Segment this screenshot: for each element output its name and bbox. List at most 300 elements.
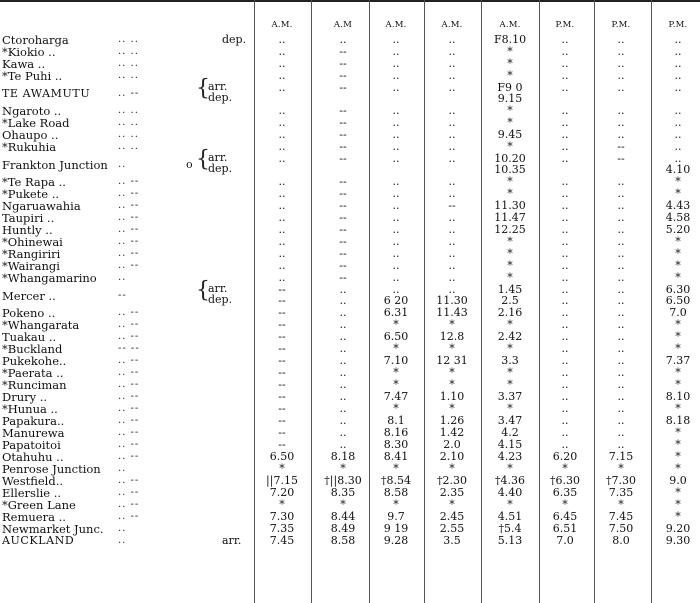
- timetable-row: [0, 176, 700, 188]
- time-cell: 6.50: [269, 450, 295, 463]
- time-cell: ..: [278, 128, 286, 141]
- leader-dots: --: [118, 290, 127, 301]
- time-cell: ..: [448, 283, 456, 296]
- column-rule: [311, 0, 312, 603]
- time-cell: 2.16: [497, 306, 523, 319]
- time-cell: ..: [561, 390, 569, 403]
- row-note: arr.: [222, 534, 242, 547]
- time-cell: *: [393, 318, 399, 331]
- timetable-row: [0, 427, 700, 439]
- time-cell: ..: [674, 128, 682, 141]
- time-cell: 6.31: [383, 306, 409, 319]
- time-cell: *: [675, 426, 681, 439]
- timetable-row: [0, 272, 700, 284]
- time-cell: *: [675, 486, 681, 499]
- timetable-row: [0, 141, 700, 153]
- time-cell: ..: [392, 57, 400, 70]
- col-header-6: P.M.: [555, 20, 575, 30]
- station-name: Ngaruawahia: [2, 199, 81, 213]
- time-cell: ..: [674, 45, 682, 58]
- time-cell: --: [339, 128, 347, 141]
- time-cell: *: [675, 498, 681, 511]
- time-cell: *: [618, 498, 624, 511]
- leader-dots: .. --: [118, 355, 140, 366]
- time-cell: 11.47: [494, 211, 526, 224]
- station-name: Penrose Junction: [2, 462, 101, 476]
- time-cell: ..: [392, 104, 400, 117]
- timetable-row: [0, 331, 700, 343]
- time-cell: --: [339, 140, 347, 153]
- time-cell: 4.10: [665, 163, 691, 176]
- time-cell: ..: [448, 235, 456, 248]
- time-cell: 7.30: [269, 510, 295, 523]
- time-cell: ..: [561, 366, 569, 379]
- leader-dots: .. --: [118, 499, 140, 510]
- col-header-5: A.M.: [499, 20, 521, 30]
- time-cell: --: [339, 45, 347, 58]
- time-cell: ..: [339, 318, 347, 331]
- time-cell: ..: [339, 402, 347, 415]
- time-cell: ..: [674, 69, 682, 82]
- leader-dots: ..: [118, 272, 127, 283]
- leader-dots: .. --: [118, 307, 140, 318]
- time-cell: *: [507, 498, 513, 511]
- col-header-4: A.M.: [441, 20, 463, 30]
- time-cell: ..: [617, 438, 625, 451]
- station-name: Otahuhu ..: [2, 450, 64, 464]
- time-cell: *: [507, 175, 513, 188]
- timetable-row: [0, 58, 700, 70]
- leader-dots: .. --: [118, 260, 140, 271]
- station-name: *Whangarata: [2, 318, 80, 332]
- time-cell: ..: [278, 152, 286, 165]
- time-cell: †8.54: [381, 474, 411, 487]
- time-cell: *: [449, 366, 455, 379]
- leader-dots: .. --: [118, 511, 140, 522]
- leader-dots: .. --: [118, 487, 140, 498]
- time-cell: *: [449, 462, 455, 475]
- time-cell: ..: [561, 199, 569, 212]
- station-name: Kawa ..: [2, 57, 46, 71]
- station-name: Ohaupo ..: [2, 128, 59, 142]
- leader-dots: ..: [118, 535, 127, 546]
- station-name: Drury ..: [2, 390, 48, 404]
- time-cell: *: [449, 498, 455, 511]
- time-cell: --: [339, 211, 347, 224]
- time-cell: --: [278, 318, 286, 331]
- leader-dots: .. --: [118, 200, 140, 211]
- time-cell: *: [675, 271, 681, 284]
- time-cell: 2.10: [439, 450, 465, 463]
- time-cell: 4.15: [497, 438, 523, 451]
- time-cell: ..: [448, 57, 456, 70]
- leader-dots: .. --: [118, 403, 140, 414]
- leader-dots: ..: [118, 523, 127, 534]
- time-cell: 11.30: [494, 199, 526, 212]
- time-cell: 11.43: [436, 306, 468, 319]
- time-cell: F8.10: [493, 33, 527, 46]
- time-cell: 2.45: [439, 510, 465, 523]
- leader-dots: .. --: [118, 367, 140, 378]
- time-cell: --: [339, 152, 347, 165]
- time-cell: 12 31: [436, 354, 468, 367]
- time-cell: 9 19: [383, 522, 409, 535]
- leader-dots: .. --: [118, 188, 140, 199]
- station-name: Newmarket Junc.: [2, 522, 104, 536]
- time-cell: ..: [617, 104, 625, 117]
- time-cell: --: [278, 354, 286, 367]
- time-cell: ..: [674, 57, 682, 70]
- time-cell: 4.2: [501, 426, 519, 439]
- time-cell: --: [339, 104, 347, 117]
- station-name: *Pukete ..: [2, 187, 60, 201]
- station-name: *Green Lane: [2, 498, 76, 512]
- station-name: *Rangiriri: [2, 247, 61, 261]
- time-cell: ..: [617, 306, 625, 319]
- time-cell: ..: [392, 140, 400, 153]
- time-cell: ..: [617, 354, 625, 367]
- time-cell: ..: [561, 152, 569, 165]
- time-cell: 3.37: [497, 390, 523, 403]
- time-cell: 6.20: [552, 450, 578, 463]
- time-cell: 7.37: [665, 354, 691, 367]
- time-cell: *: [393, 462, 399, 475]
- time-cell: *: [675, 247, 681, 260]
- time-cell: --: [339, 175, 347, 188]
- time-cell: †5.4: [498, 522, 522, 535]
- station-name: Pokeno ..: [2, 306, 56, 320]
- time-cell: *: [675, 187, 681, 200]
- time-cell: 9.45: [497, 128, 523, 141]
- time-cell: ..: [617, 211, 625, 224]
- timetable-row: [0, 307, 700, 319]
- time-cell: 9.0: [669, 474, 687, 487]
- time-cell: --: [278, 283, 286, 296]
- leader-dots: .. --: [118, 331, 140, 342]
- time-cell: *: [507, 57, 513, 70]
- timetable-row: [0, 451, 700, 463]
- time-cell: ..: [278, 187, 286, 200]
- time-cell: ..: [392, 247, 400, 260]
- time-cell: 9.20: [665, 522, 691, 535]
- time-cell: ..: [617, 45, 625, 58]
- time-cell: *: [507, 462, 513, 475]
- time-cell: *: [675, 438, 681, 451]
- time-cell: 10.20: [494, 152, 526, 165]
- time-cell: 6 20: [383, 294, 409, 307]
- time-cell: ..: [674, 140, 682, 153]
- time-cell: --: [278, 294, 286, 307]
- time-cell: ..: [617, 69, 625, 82]
- time-cell: ..: [448, 69, 456, 82]
- time-cell: *: [340, 462, 346, 475]
- time-cell: --: [617, 152, 625, 165]
- time-cell: *: [675, 235, 681, 248]
- time-cell: ..: [392, 116, 400, 129]
- leader-dots: .. --: [118, 248, 140, 259]
- timetable-row: [0, 260, 700, 272]
- time-cell: 6.45: [552, 510, 578, 523]
- time-cell: ..: [278, 45, 286, 58]
- arr-label: arr.: [208, 80, 228, 93]
- time-cell: ..: [339, 426, 347, 439]
- time-cell: ..: [339, 33, 347, 46]
- timetable-row: [0, 487, 700, 499]
- time-cell: *: [393, 342, 399, 355]
- time-cell: ..: [278, 271, 286, 284]
- time-cell: *: [507, 378, 513, 391]
- time-cell: *: [675, 366, 681, 379]
- time-cell: ..: [448, 259, 456, 272]
- time-cell: --: [278, 306, 286, 319]
- time-cell: ..: [617, 223, 625, 236]
- station-name: Manurewa: [2, 426, 65, 440]
- time-cell: ..: [561, 330, 569, 343]
- leader-dots: .. --: [118, 475, 140, 486]
- time-cell: ..: [448, 128, 456, 141]
- time-cell: ..: [448, 175, 456, 188]
- time-cell: ..: [448, 187, 456, 200]
- time-cell: *: [393, 366, 399, 379]
- time-cell: ..: [392, 152, 400, 165]
- time-cell: ..: [278, 235, 286, 248]
- time-cell: *: [279, 462, 285, 475]
- time-cell: 12.25: [494, 223, 526, 236]
- timetable-row: [0, 129, 700, 141]
- station-name: *Hunua ..: [2, 402, 58, 416]
- time-cell: ..: [617, 247, 625, 260]
- time-cell: --: [339, 187, 347, 200]
- time-cell: ..: [561, 247, 569, 260]
- time-cell: ..: [617, 271, 625, 284]
- time-cell: 9.28: [383, 534, 409, 547]
- time-cell: *: [618, 462, 624, 475]
- time-cell: *: [507, 235, 513, 248]
- time-cell: ..: [617, 199, 625, 212]
- time-cell: ..: [278, 104, 286, 117]
- time-cell: ..: [278, 199, 286, 212]
- time-cell: ..: [448, 104, 456, 117]
- timetable-row: [0, 236, 700, 248]
- time-cell: 1.26: [439, 414, 465, 427]
- time-cell: ..: [561, 116, 569, 129]
- time-cell: 2.55: [439, 522, 465, 535]
- time-cell: 4.51: [497, 510, 523, 523]
- col-header-1: A.M.: [271, 20, 293, 30]
- time-cell: --: [339, 199, 347, 212]
- row-note: o: [186, 158, 193, 171]
- time-cell: *: [507, 104, 513, 117]
- time-cell: 7.45: [269, 534, 295, 547]
- time-cell: 7.0: [556, 534, 574, 547]
- time-cell: ..: [561, 33, 569, 46]
- time-cell: --: [278, 330, 286, 343]
- leader-dots: .. --: [118, 439, 140, 450]
- time-cell: ..: [617, 187, 625, 200]
- time-cell: 12.8: [439, 330, 465, 343]
- time-cell: 4.43: [665, 199, 691, 212]
- leader-dots: .. ..: [118, 141, 139, 152]
- timetable-row: [0, 224, 700, 236]
- time-cell: ..: [561, 402, 569, 415]
- time-cell: ..: [448, 45, 456, 58]
- time-cell: ..: [561, 235, 569, 248]
- time-cell: ..: [617, 175, 625, 188]
- col-header-8: P.M.: [668, 20, 688, 30]
- time-cell: ..: [278, 69, 286, 82]
- timetable-row: [0, 403, 700, 415]
- time-cell: ..: [561, 211, 569, 224]
- brace-glyph: {: [196, 147, 210, 172]
- brace-glyph: {: [196, 76, 210, 101]
- time-cell: *: [507, 45, 513, 58]
- timetable-row: [0, 117, 700, 129]
- time-cell: ..: [561, 318, 569, 331]
- time-cell: 8.0: [612, 534, 630, 547]
- timetable-row: [0, 367, 700, 379]
- time-cell: ..: [339, 354, 347, 367]
- time-cell: *: [507, 342, 513, 355]
- time-cell: --: [339, 223, 347, 236]
- time-cell: ..: [561, 438, 569, 451]
- time-cell: †4.36: [495, 474, 525, 487]
- time-cell: 7.45: [608, 510, 634, 523]
- time-cell: ..: [561, 45, 569, 58]
- time-cell: *: [507, 402, 513, 415]
- time-cell: 4.23: [497, 450, 523, 463]
- timetable-row: [0, 379, 700, 391]
- time-cell: 2.35: [439, 486, 465, 499]
- time-cell: ..: [278, 33, 286, 46]
- column-rule: [254, 0, 255, 603]
- time-cell: 8.35: [330, 486, 356, 499]
- time-cell: *: [507, 259, 513, 272]
- time-cell: ..: [278, 116, 286, 129]
- time-cell: --: [339, 271, 347, 284]
- leader-dots: .. ..: [118, 46, 139, 57]
- station-name: Taupiri ..: [2, 211, 55, 225]
- time-cell: 10.35: [494, 163, 526, 176]
- time-cell: *: [507, 116, 513, 129]
- time-cell: 1.42: [439, 426, 465, 439]
- leader-dots: .. --: [118, 427, 140, 438]
- time-cell: ..: [339, 390, 347, 403]
- time-cell: ..: [448, 247, 456, 260]
- leader-dots: .. --: [118, 415, 140, 426]
- timetable-row: [0, 46, 700, 58]
- time-cell: ..: [392, 187, 400, 200]
- time-cell: ..: [392, 259, 400, 272]
- time-cell: 6.35: [552, 486, 578, 499]
- time-cell: ..: [339, 366, 347, 379]
- time-cell: ..: [617, 426, 625, 439]
- time-cell: ..: [617, 57, 625, 70]
- station-name: Papakura..: [2, 414, 65, 428]
- time-cell: ..: [278, 140, 286, 153]
- time-cell: 6.50: [665, 294, 691, 307]
- time-cell: ..: [674, 116, 682, 129]
- time-cell: 7.35: [269, 522, 295, 535]
- leader-dots: .. --: [118, 391, 140, 402]
- station-name: *Lake Road: [2, 116, 70, 130]
- timetable-row: [0, 248, 700, 260]
- arr-label: arr.: [208, 282, 228, 295]
- time-cell: --: [617, 140, 625, 153]
- time-cell: --: [278, 366, 286, 379]
- col-header-7: P.M.: [611, 20, 631, 30]
- time-cell: --: [339, 116, 347, 129]
- column-rule: [424, 0, 425, 603]
- leader-dots: .. --: [118, 88, 140, 99]
- time-cell: ..: [617, 366, 625, 379]
- time-cell: ..: [278, 57, 286, 70]
- col-header-3: A.M.: [385, 20, 407, 30]
- time-cell: ..: [339, 342, 347, 355]
- time-cell: 3.5: [443, 534, 461, 547]
- time-cell: ..: [392, 211, 400, 224]
- time-cell: *: [449, 378, 455, 391]
- time-cell: ..: [617, 294, 625, 307]
- leader-dots: .. ..: [118, 70, 139, 81]
- time-cell: ..: [339, 438, 347, 451]
- time-cell: --: [339, 259, 347, 272]
- time-cell: *: [675, 259, 681, 272]
- timetable-row: [0, 105, 700, 117]
- time-cell: 6.50: [383, 330, 409, 343]
- time-cell: ..: [617, 402, 625, 415]
- time-cell: --: [278, 426, 286, 439]
- time-cell: ..: [392, 81, 400, 94]
- time-cell: 5.20: [665, 223, 691, 236]
- time-cell: ..: [561, 259, 569, 272]
- leader-dots: ..: [118, 463, 127, 474]
- time-cell: *: [675, 402, 681, 415]
- time-cell: ..: [617, 81, 625, 94]
- leader-dots: .. --: [118, 212, 140, 223]
- time-cell: ..: [617, 330, 625, 343]
- leader-dots: .. ..: [118, 34, 139, 45]
- time-cell: 9.30: [665, 534, 691, 547]
- time-cell: ..: [561, 223, 569, 236]
- leader-dots: .. ..: [118, 58, 139, 69]
- time-cell: ..: [339, 378, 347, 391]
- time-cell: ..: [617, 116, 625, 129]
- time-cell: ..: [448, 211, 456, 224]
- time-cell: --: [278, 342, 286, 355]
- time-cell: ..: [561, 128, 569, 141]
- time-cell: --: [448, 199, 456, 212]
- time-cell: ..: [561, 69, 569, 82]
- station-name: *Ohinewai: [2, 235, 63, 249]
- time-cell: 7.0: [669, 306, 687, 319]
- time-cell: *: [675, 510, 681, 523]
- time-cell: *: [562, 498, 568, 511]
- time-cell: ..: [617, 342, 625, 355]
- time-cell: 1.10: [439, 390, 465, 403]
- time-cell: 11.30: [436, 294, 468, 307]
- station-name: Tuakau ..: [2, 330, 57, 344]
- timetable-row: [0, 355, 700, 367]
- time-cell: ..: [674, 104, 682, 117]
- time-cell: ..: [339, 306, 347, 319]
- time-cell: *: [675, 342, 681, 355]
- time-cell: ..: [617, 414, 625, 427]
- time-cell: ..: [617, 390, 625, 403]
- leader-dots: .. --: [118, 451, 140, 462]
- time-cell: 8.58: [330, 534, 356, 547]
- station-name: Huntly ..: [2, 223, 53, 237]
- time-cell: ..: [392, 235, 400, 248]
